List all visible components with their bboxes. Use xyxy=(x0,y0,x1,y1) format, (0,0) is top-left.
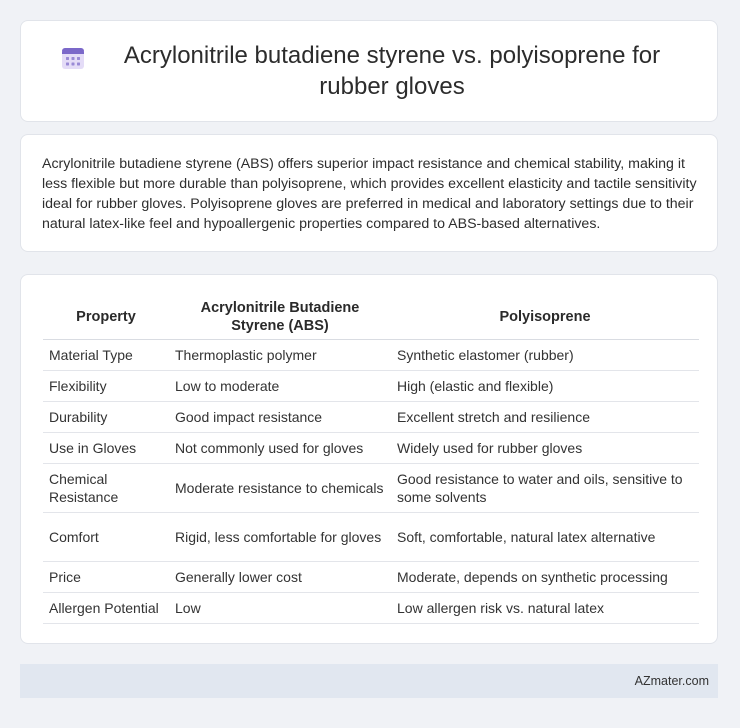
header-abs: Acrylonitrile Butadiene Styrene (ABS) xyxy=(169,297,391,340)
page-title: Acrylonitrile butadiene styrene vs. polyisoprene for rubber gloves xyxy=(123,42,661,100)
cell-abs: Low to moderate xyxy=(169,371,391,402)
header-polyisoprene: Polyisoprene xyxy=(391,297,699,340)
title-wrap xyxy=(59,40,679,102)
table-row xyxy=(43,402,699,433)
cell-abs: Thermoplastic polymer xyxy=(169,340,391,371)
cell-polyisoprene: Moderate, depends on synthetic processing xyxy=(391,562,699,593)
footer xyxy=(20,664,718,698)
cell-abs: Good impact resistance xyxy=(169,402,391,433)
header-property: Property xyxy=(43,297,169,340)
table-row xyxy=(43,513,699,562)
cell-polyisoprene: Good resistance to water and oils, sensitive to some solvents xyxy=(391,464,699,513)
cell-polyisoprene: Excellent stretch and resilience xyxy=(391,402,699,433)
cell-property: Chemical Resistance xyxy=(43,464,169,513)
comparison-table xyxy=(43,297,699,624)
cell-abs: Rigid, less comfortable for gloves xyxy=(169,513,391,562)
cell-abs: Moderate resistance to chemicals xyxy=(169,464,391,513)
table-row xyxy=(43,340,699,371)
table-row xyxy=(43,371,699,402)
cell-abs: Generally lower cost xyxy=(169,562,391,593)
cell-polyisoprene: Low allergen risk vs. natural latex xyxy=(391,593,699,624)
summary-card xyxy=(20,134,718,252)
cell-property: Allergen Potential xyxy=(43,593,169,624)
table-row xyxy=(43,562,699,593)
table-row xyxy=(43,433,699,464)
cell-property: Comfort xyxy=(43,513,169,562)
calendar-icon xyxy=(59,44,87,72)
table-row xyxy=(43,593,699,624)
cell-property: Durability xyxy=(43,402,169,433)
cell-abs: Low xyxy=(169,593,391,624)
table-row xyxy=(43,464,699,513)
cell-abs: Not commonly used for gloves xyxy=(169,433,391,464)
table-header-row xyxy=(43,297,699,340)
footer-source: AZmater.com xyxy=(634,674,709,688)
cell-polyisoprene: Widely used for rubber gloves xyxy=(391,433,699,464)
title-card xyxy=(20,20,718,122)
cell-property: Material Type xyxy=(43,340,169,371)
cell-polyisoprene: Synthetic elastomer (rubber) xyxy=(391,340,699,371)
summary-text: Acrylonitrile butadiene styrene (ABS) offers superior impact resistance and chemical stability, making it less flexible but more durable than polyisoprene, which provides excellent elasticity and tactile sensitivity ideal for rubber gloves. Polyisoprene gloves are preferred in medical and laboratory settings due to their natural latex-like feel and hypoallergenic properties compared to ABS-based alternatives. xyxy=(42,156,697,232)
cell-property: Price xyxy=(43,562,169,593)
table-card xyxy=(20,274,718,644)
cell-polyisoprene: High (elastic and flexible) xyxy=(391,371,699,402)
cell-property: Use in Gloves xyxy=(43,433,169,464)
cell-property: Flexibility xyxy=(43,371,169,402)
cell-polyisoprene: Soft, comfortable, natural latex alternative xyxy=(391,513,699,562)
